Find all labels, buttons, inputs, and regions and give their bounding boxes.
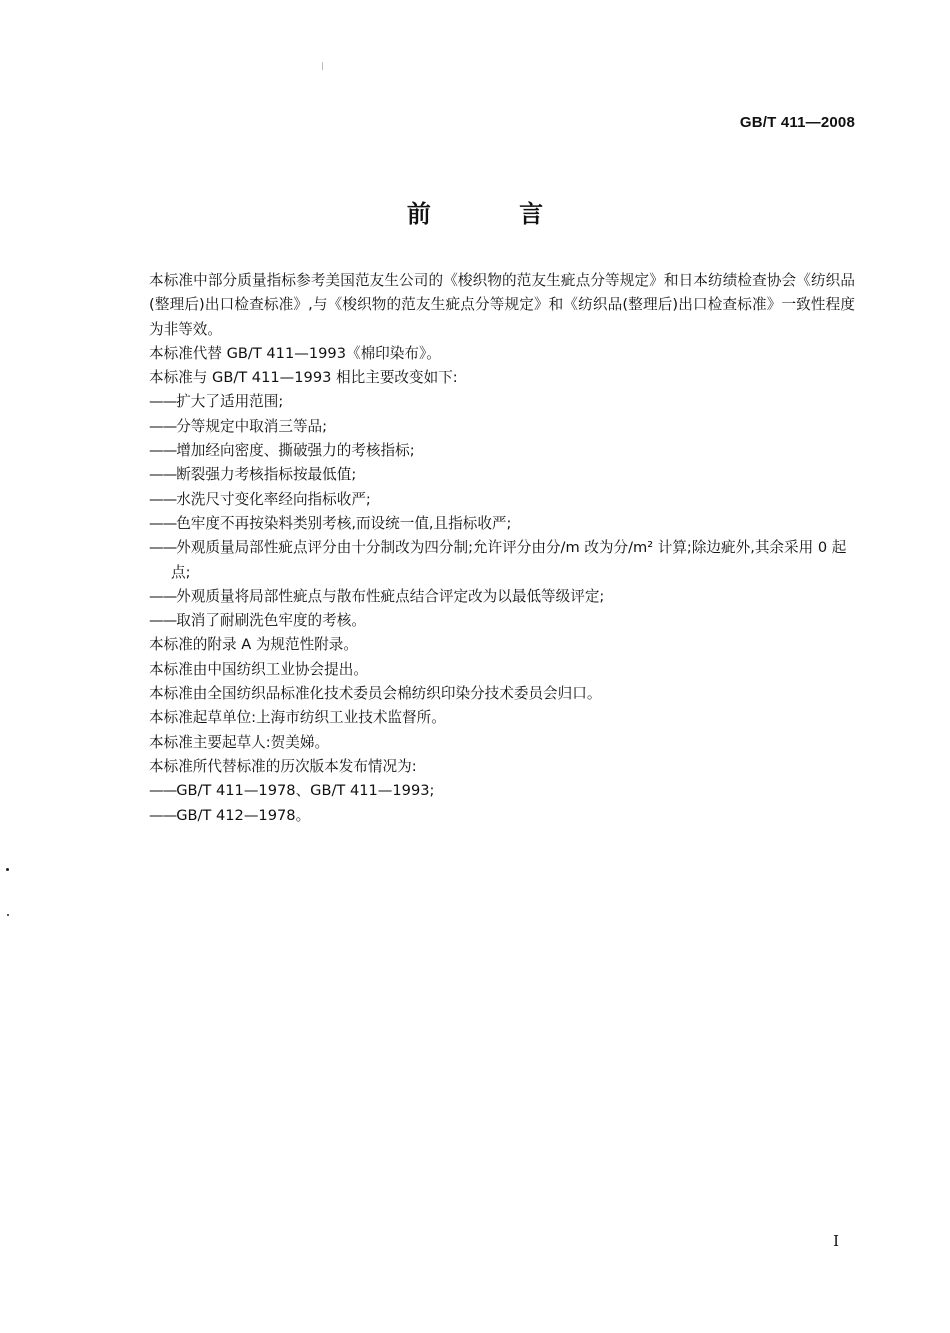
dash-marker: —— [149,514,177,532]
scan-mark [322,62,323,70]
page-number: I [833,1232,839,1250]
standard-code: GB/T 411—2008 [739,114,855,131]
scan-speck [6,868,9,871]
list-item: ——分等规定中取消三等品; [149,417,328,435]
dash-marker: —— [149,442,177,460]
changes-list [149,390,855,633]
paragraph-committee: 本标准由全国纺织品标准化技术委员会棉纺织印染分技术委员会归口。 [149,685,602,703]
dash-marker: —— [149,539,177,557]
dash-marker: —— [149,466,177,484]
paragraph-changes-intro: 本标准与 GB/T 411—1993 相比主要改变如下: [149,369,458,387]
list-item: ——色牢度不再按染料类别考核,而设统一值,且指标收严; [149,514,512,532]
dash-marker: —— [149,490,177,508]
paragraph-scope: 本标准中部分质量指标参考美国范友生公司的《梭织物的范友生疵点分等规定》和日本纺绩检查协会《纺织品(整理后)出口检查标准》,与《梭织物的范友生疵点分等规定》和《纺织品(整理后)出口检查标准》一致性程度为非等效。 [149,272,855,338]
page-title: 前 言 [406,200,584,228]
dash-marker: —— [149,417,177,435]
list-item: ——水洗尺寸变化率经向指标收严; [149,490,371,508]
foreword-body [149,269,855,828]
paragraph-drafter: 本标准主要起草人:贺美娣。 [149,733,330,751]
list-item: ——外观质量将局部性疵点与散布性疵点结合评定改为以最低等级评定; [149,587,605,605]
paragraph-replaces: 本标准代替 GB/T 411—1993《棉印染布》。 [149,344,441,362]
list-item: ——扩大了适用范围; [149,393,284,411]
list-item: ——GB/T 412—1978。 [149,806,311,824]
list-item: ——断裂强力考核指标按最低值; [149,466,357,484]
dash-marker: —— [149,782,177,800]
list-item: ——GB/T 411—1978、GB/T 411—1993; [149,782,435,800]
dash-marker: —— [149,587,177,605]
paragraph-annex: 本标准的附录 A 为规范性附录。 [149,636,358,654]
list-item: ——增加经向密度、撕破强力的考核指标; [149,442,415,460]
list-item: ——外观质量局部性疵点评分由十分制改为四分制;允许评分由分/m 改为分/m² 计算;除边疵外,其余采用 0 起点; [149,539,847,581]
paragraph-drafting-unit: 本标准起草单位:上海市纺织工业技术监督所。 [149,709,446,727]
dash-marker: —— [149,393,177,411]
history-list [149,779,855,828]
dash-marker: —— [149,806,177,824]
paragraph-proposer: 本标准由中国纺织工业协会提出。 [149,660,368,678]
dash-marker: —— [149,612,177,630]
list-item: ——取消了耐刷洗色牢度的考核。 [149,612,366,630]
paragraph-history-intro: 本标准所代替标准的历次版本发布情况为: [149,757,417,775]
scan-speck [7,914,9,916]
